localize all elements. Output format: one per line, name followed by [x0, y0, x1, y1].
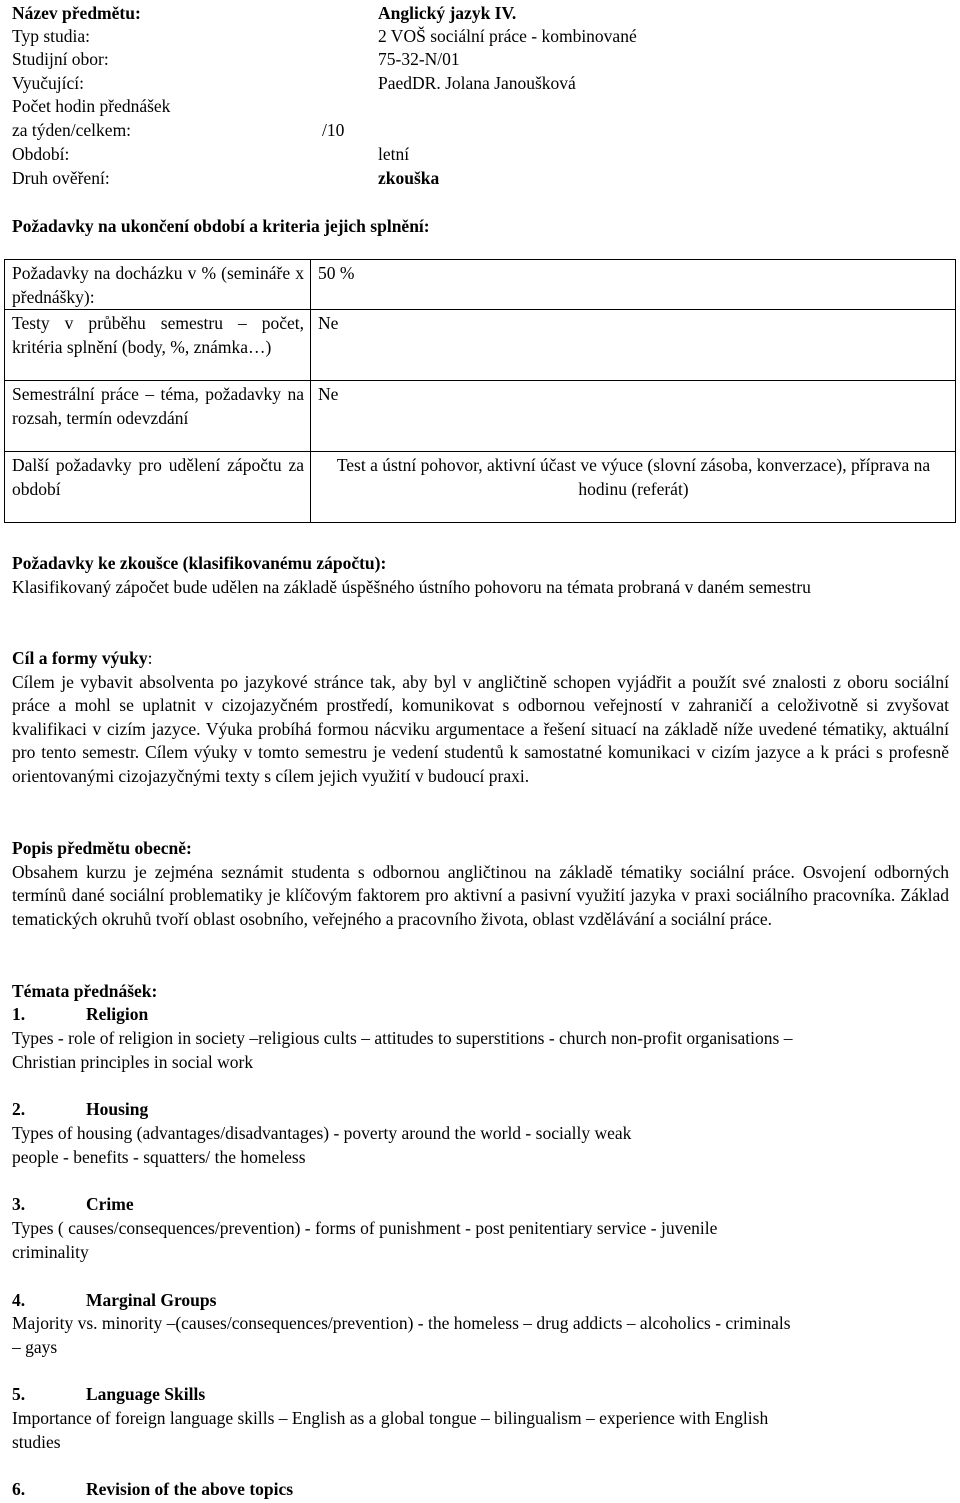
table-row	[5, 310, 956, 381]
topic-title: Crime	[86, 1194, 134, 1214]
topic-number: 1.	[12, 1004, 26, 1024]
goal-section	[12, 647, 949, 789]
header-label-period: Období:	[12, 144, 70, 164]
topics-heading: Témata přednášek:	[12, 981, 158, 1001]
description-heading: Popis předmětu obecně:	[12, 838, 192, 858]
exam-text: Klasifikovaný zápočet bude udělen na základě úspěšného ústního pohovoru na témata probraná v daném semestru	[12, 576, 811, 597]
header-value-hours-week: /10	[322, 120, 345, 140]
header-value-course-name: Anglický jazyk IV.	[378, 3, 517, 23]
row-label-attendance: Požadavky na docházku v % (semináře x přednášky):	[5, 260, 311, 310]
topic-number: 4.	[12, 1290, 26, 1310]
topic-title: Housing	[86, 1099, 149, 1119]
topic-line: Christian principles in social work	[12, 1052, 254, 1072]
table-row	[5, 260, 956, 310]
exam-section	[12, 552, 949, 599]
table-row	[5, 381, 956, 452]
header-value-teacher: PaedDR. Jolana Janoušková	[378, 73, 576, 93]
topic-number: 2.	[12, 1099, 26, 1119]
exam-heading: Požadavky ke zkoušce (klasifikovanému zápočtu):	[12, 553, 387, 573]
topic-title: Marginal Groups	[86, 1290, 217, 1310]
header-label-study-type: Typ studia:	[12, 26, 91, 46]
topic-title: Language Skills	[86, 1384, 206, 1404]
header-label-hours-week: za týden/celkem:	[12, 120, 132, 140]
row-value-attendance: 50 %	[311, 260, 956, 310]
topic-line: Types of housing (advantages/disadvantages) - poverty around the world - socially weak	[12, 1123, 632, 1143]
row-label-other: Další požadavky pro udělení zápočtu za období	[5, 452, 311, 523]
description-text: Obsahem kurzu je zejména seznámit studenta s odbornou angličtinou na základě tématiky sociální práce. Osvojení odborných termínů dané sociální problematiky je klíčovým faktorem pro aktivní a pasivní využití jazyka v praxi sociálního pracovníka. Základ tematických okruhů tvoří oblast osobního, veřejného a pracovního života, oblast vzdělávání a sociální práce.	[12, 861, 949, 929]
header-label-verification: Druh ověření:	[12, 168, 110, 188]
topic-line: Importance of foreign language skills – English as a global tongue – bilingualism – experience with English	[12, 1408, 769, 1428]
header-value-period: letní	[378, 144, 410, 164]
row-label-semester-work: Semestrální práce – téma, požadavky na rozsah, termín odevzdání	[5, 381, 311, 452]
row-value-semester-work: Ne	[311, 381, 956, 452]
header-label-course-name: Název předmětu:	[12, 3, 141, 23]
description-section	[12, 837, 949, 931]
header-label-field: Studijní obor:	[12, 49, 109, 69]
topic-line: people - benefits - squatters/ the homeless	[12, 1147, 306, 1167]
topic-line: Types ( causes/consequences/prevention) - forms of punishment - post penitentiary service - juvenile	[12, 1218, 718, 1238]
header-label-teacher: Vyučující:	[12, 73, 84, 93]
header-label-hours: Počet hodin přednášek	[12, 96, 171, 116]
topic-line: studies	[12, 1432, 61, 1452]
header-value-verification: zkouška	[378, 168, 440, 188]
topic-line: criminality	[12, 1242, 89, 1262]
header-value-study-type: 2 VOŠ sociální práce - kombinované	[378, 26, 637, 46]
row-value-tests: Ne	[311, 310, 956, 381]
table-row	[5, 452, 956, 523]
goal-text: Cílem je vybavit absolventa po jazykové stránce tak, aby byl v angličtině schopen vyjádřit a použít své znalosti z oboru sociální práce a mohl se uplatnit v cizojazyčném prostředí, komunikovat s odbornou veřejností v zahraničí a celoživotně si zvyšovat kvalifikaci v cizím jazyce. Výuka probíhá formou nácviku argumentace a řešení situací na základě níže uvedené tématiky, aktuální pro tento semestr. Cílem výuky v tomto semestru je vedení studentů k samostatné komunikaci v cizím jazyce a k práci s profesně orientovanými cizojazyčnými texty s cílem jejich využití v budoucí praxi.	[12, 671, 949, 786]
topic-number: 3.	[12, 1194, 26, 1214]
row-value-other: Test a ústní pohovor, aktivní účast ve výuce (slovní zásoba, konverzace), příprava na hodinu (referát)	[311, 452, 956, 523]
requirements-table	[4, 259, 956, 523]
topic-number: 6.	[12, 1479, 26, 1499]
header-value-field: 75-32-N/01	[378, 49, 460, 69]
topic-line: Majority vs. minority –(causes/consequences/prevention) - the homeless – drug addicts – alcoholics - criminals	[12, 1313, 791, 1333]
topic-title: Revision of the above topics	[86, 1479, 294, 1499]
goal-heading: Cíl a formy výuky	[12, 648, 148, 668]
topic-number: 5.	[12, 1384, 26, 1404]
goal-heading-colon: :	[147, 648, 153, 668]
requirements-heading: Požadavky na ukončení období a kriteria jejich splnění:	[12, 216, 430, 236]
topic-line: Types - role of religion in society –religious cults – attitudes to superstitions - church non-profit organisations –	[12, 1028, 793, 1048]
row-label-tests: Testy v průběhu semestru – počet, kritéria splnění (body, %, známka…)	[5, 310, 311, 381]
topic-title: Religion	[86, 1004, 149, 1024]
topic-line: – gays	[12, 1337, 58, 1357]
